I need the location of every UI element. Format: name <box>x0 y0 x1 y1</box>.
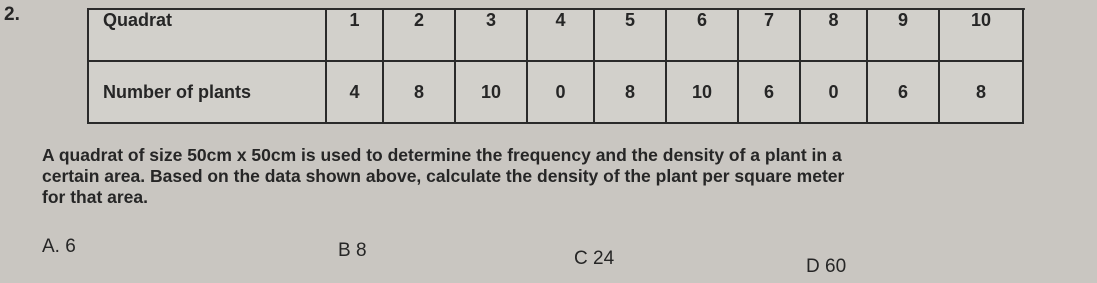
plants-cell: 4 <box>326 61 383 123</box>
plants-cell: 8 <box>939 61 1023 123</box>
option-a[interactable]: A. 6 <box>42 236 76 257</box>
plants-cell: 10 <box>455 61 527 123</box>
table-row-quadrat <box>88 9 1023 61</box>
table-row-plants <box>88 61 1023 123</box>
option-d[interactable]: D 60 <box>806 256 847 277</box>
row-label-plants: Number of plants <box>88 61 326 123</box>
question-line-3: for that area. <box>42 187 148 207</box>
quadrat-cell: 5 <box>594 9 666 61</box>
question-text <box>42 145 1092 208</box>
quadrat-cell: 1 <box>326 9 383 61</box>
row-label-quadrat: Quadrat <box>88 9 326 61</box>
quadrat-cell: 6 <box>666 9 738 61</box>
question-line-1: A quadrat of size 50cm x 50cm is used to determine the frequency and the density of a plant in a <box>42 145 842 165</box>
option-c[interactable]: C 24 <box>574 248 615 269</box>
quadrat-cell: 8 <box>800 9 867 61</box>
option-b[interactable]: B 8 <box>338 240 367 261</box>
plants-cell: 6 <box>867 61 939 123</box>
plants-cell: 0 <box>527 61 594 123</box>
quadrat-cell: 4 <box>527 9 594 61</box>
plants-cell: 0 <box>800 61 867 123</box>
quadrat-cell: 7 <box>738 9 800 61</box>
quadrat-cell: 2 <box>383 9 455 61</box>
question-line-2: certain area. Based on the data shown above, calculate the density of the plant per square meter <box>42 166 845 186</box>
quadrat-cell: 3 <box>455 9 527 61</box>
quadrat-cell: 10 <box>939 9 1023 61</box>
quadrat-cell: 9 <box>867 9 939 61</box>
question-number: 2. <box>4 4 20 25</box>
plants-cell: 6 <box>738 61 800 123</box>
quadrat-table <box>87 8 1024 124</box>
plants-cell: 10 <box>666 61 738 123</box>
plants-cell: 8 <box>383 61 455 123</box>
plants-cell: 8 <box>594 61 666 123</box>
